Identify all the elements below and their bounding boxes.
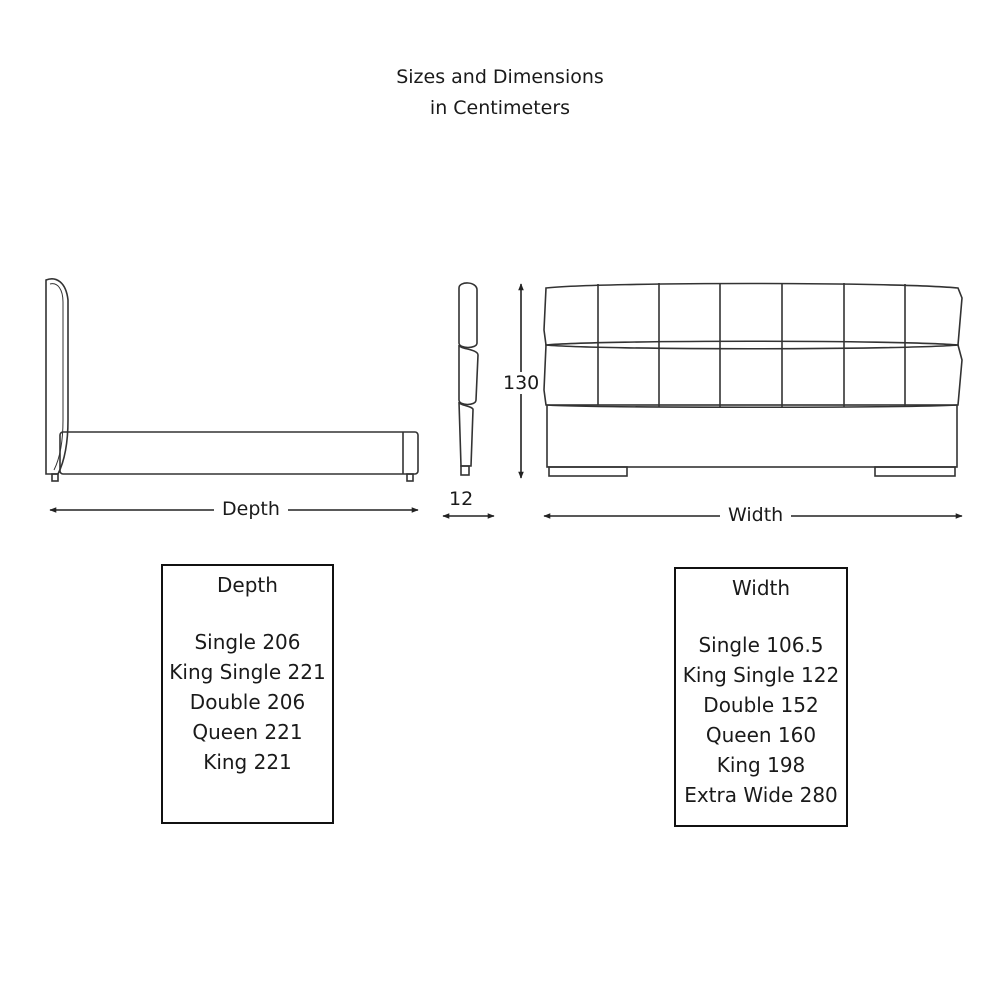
list-item: Queen 221 [192,720,303,744]
side-view [46,279,418,481]
side-leg-back [407,474,413,481]
profile-leg [461,466,469,475]
depth-table-list [163,627,332,777]
list-item: King Single 122 [682,663,840,687]
headboard-profile [459,283,478,475]
front-top-row [544,284,962,346]
list-item: Double 152 [703,693,819,717]
dimension-arrows [50,284,962,516]
list-item: Single 106.5 [698,633,824,657]
title-line-2: in Centimeters [429,97,571,119]
front-middle-row [544,345,962,407]
list-item: King 198 [716,753,806,777]
side-headboard-inner [50,284,63,470]
front-view [544,283,962,476]
profile-upper [459,283,477,348]
front-dividers [598,283,905,407]
depth-table-heading: Depth [217,573,278,597]
profile-middle [459,345,478,405]
list-item: King 221 [203,750,292,774]
list-item: Single 206 [194,630,301,654]
side-headboard [46,279,68,474]
list-item: King Single 221 [169,660,326,684]
side-base [60,432,418,474]
list-item: Extra Wide 280 [684,783,838,807]
list-item: Double 206 [189,690,306,714]
thickness-dimension-label: 12 [449,488,474,510]
front-leg-left [549,467,627,476]
width-dimension-label: Width [720,504,791,526]
diagram-title [300,62,700,124]
depth-table [161,564,334,824]
width-table-list [676,630,846,810]
height-dimension-label: 130 [503,372,540,394]
depth-dimension-label: Depth [214,498,288,520]
front-base [547,405,957,467]
front-leg-right [875,467,955,476]
title-line-1: Sizes and Dimensions [396,66,604,88]
width-table-heading: Width [731,576,791,600]
profile-lower [459,402,473,466]
width-table [674,567,848,827]
side-leg-front [52,474,58,481]
list-item: Queen 160 [705,723,817,747]
